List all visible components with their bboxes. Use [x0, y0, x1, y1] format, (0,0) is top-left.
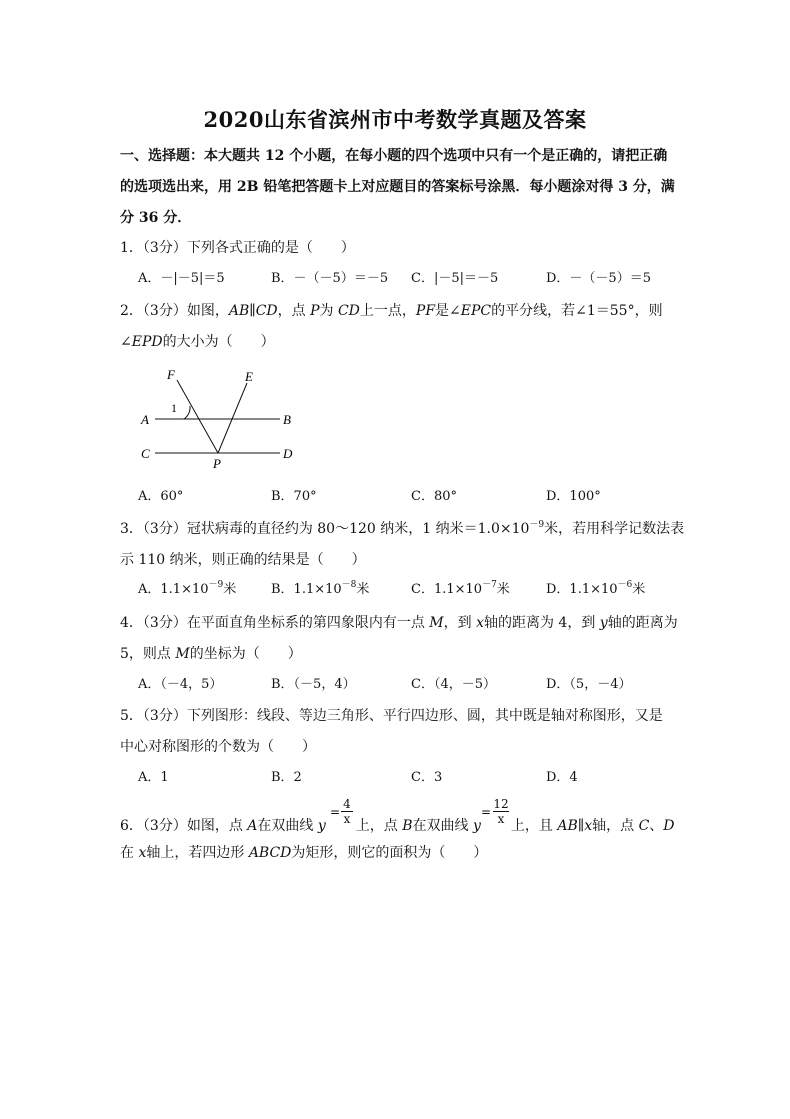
q6-fraction-12-over-x: $\frac{12}{x}$: [493, 797, 509, 826]
segment-pf: [177, 380, 218, 453]
question-4-line-2: 5，则点 M的坐标为（ ）: [120, 646, 302, 662]
q1-option-a: A．－|－5|＝5: [138, 271, 225, 286]
segment-pe: [218, 383, 247, 453]
q4-option-c: C．（4，－5）: [411, 677, 496, 692]
question-3-line-1: 3．（3分）冠状病毒的直径约为 80～120 纳米，1 纳米$=1.0\times 10^{-9}$米，若用科学记数法表: [120, 520, 685, 537]
q4-option-b: B．（－5，4）: [271, 677, 356, 692]
q2-figure: [135, 360, 305, 475]
question-1-stem: 1．（3分）下列各式正确的是（ ）: [120, 240, 355, 256]
angle-1-arc: [184, 406, 190, 419]
q1-option-c: C．|－5|＝－5: [411, 271, 499, 286]
q2-option-a: A．60°: [138, 489, 184, 504]
question-5-line-1: 5．（3分）下列图形：线段、等边三角形、平行四边形、圆，其中既是轴对称图形，又是: [120, 708, 663, 724]
q5-option-d: D．4: [546, 770, 578, 785]
q2-option-b: B．70°: [271, 489, 317, 504]
q2-option-c: C．80°: [411, 489, 457, 504]
q6-equals-2: =: [481, 805, 492, 819]
label-angle-1: 1: [171, 401, 177, 415]
question-2-line-2: ∠EPD的大小为（ ）: [120, 334, 275, 350]
label-b: B: [283, 412, 291, 427]
q3-option-c: C．$1.1\times 10^{-7}$米: [411, 580, 510, 597]
label-e: E: [245, 369, 253, 384]
q1-option-d: D．－（－5）＝5: [546, 271, 651, 286]
section-heading-line-2: 的选项选出来，用 2B 铅笔把答题卡上对应题目的答案标号涂黑．每小题涂对得 3 分，满: [120, 179, 675, 195]
question-4-line-1: 4．（3分）在平面直角坐标系的第四象限内有一点 M，到 x轴的距离为 4，到 y轴的距离为: [120, 615, 678, 631]
label-f: F: [167, 367, 175, 382]
q4-option-a: A．（－4，5）: [138, 677, 223, 692]
question-3-line-2: 示 110 纳米，则正确的结果是（ ）: [120, 552, 366, 568]
section-heading-line-1: 一、选择题：本大题共 12 个小题，在每小题的四个选项中只有一个是正确的，请把正确: [120, 148, 668, 164]
q1-option-b: B．－（－5）＝－5: [271, 271, 389, 286]
question-6-line-1: 6．（3分）如图，点 A在双曲线 y 上，点 B在双曲线 y 上，且 AB∥x轴，点 C、D: [120, 818, 675, 834]
page-title: 2020山东省滨州市中考数学真题及答案: [203, 107, 587, 132]
question-5-line-2: 中心对称图形的个数为（ ）: [120, 739, 316, 755]
label-a: A: [141, 412, 149, 427]
q3-option-d: D．$1.1\times 10^{-6}$米: [546, 580, 646, 597]
label-p: P: [213, 456, 221, 471]
q2-option-d: D．100°: [546, 489, 601, 504]
q5-option-b: B．2: [271, 770, 302, 785]
label-d: D: [283, 446, 293, 461]
q4-option-d: D．（5，－4）: [546, 677, 632, 692]
q3-option-b: B．$1.1\times 10^{-8}$米: [271, 580, 370, 597]
q5-option-a: A．1: [138, 770, 169, 785]
q3-option-a: A．$1.1\times 10^{-9}$米: [138, 580, 237, 597]
question-6-line-2: 在 x轴上，若四边形 ABCD为矩形，则它的面积为（ ）: [120, 845, 488, 861]
q6-equals-1: =: [330, 805, 341, 819]
question-2-line-1: 2．（3分）如图，AB∥CD，点 P为 CD上一点，PF是∠EPC的平分线，若∠1＝55°，则: [120, 303, 663, 319]
q6-fraction-4-over-x: $\frac{4}{x}$: [341, 797, 353, 826]
q5-option-c: C．3: [411, 770, 443, 785]
section-heading-line-3: 分 36 分．: [120, 210, 192, 226]
label-c: C: [141, 446, 150, 461]
